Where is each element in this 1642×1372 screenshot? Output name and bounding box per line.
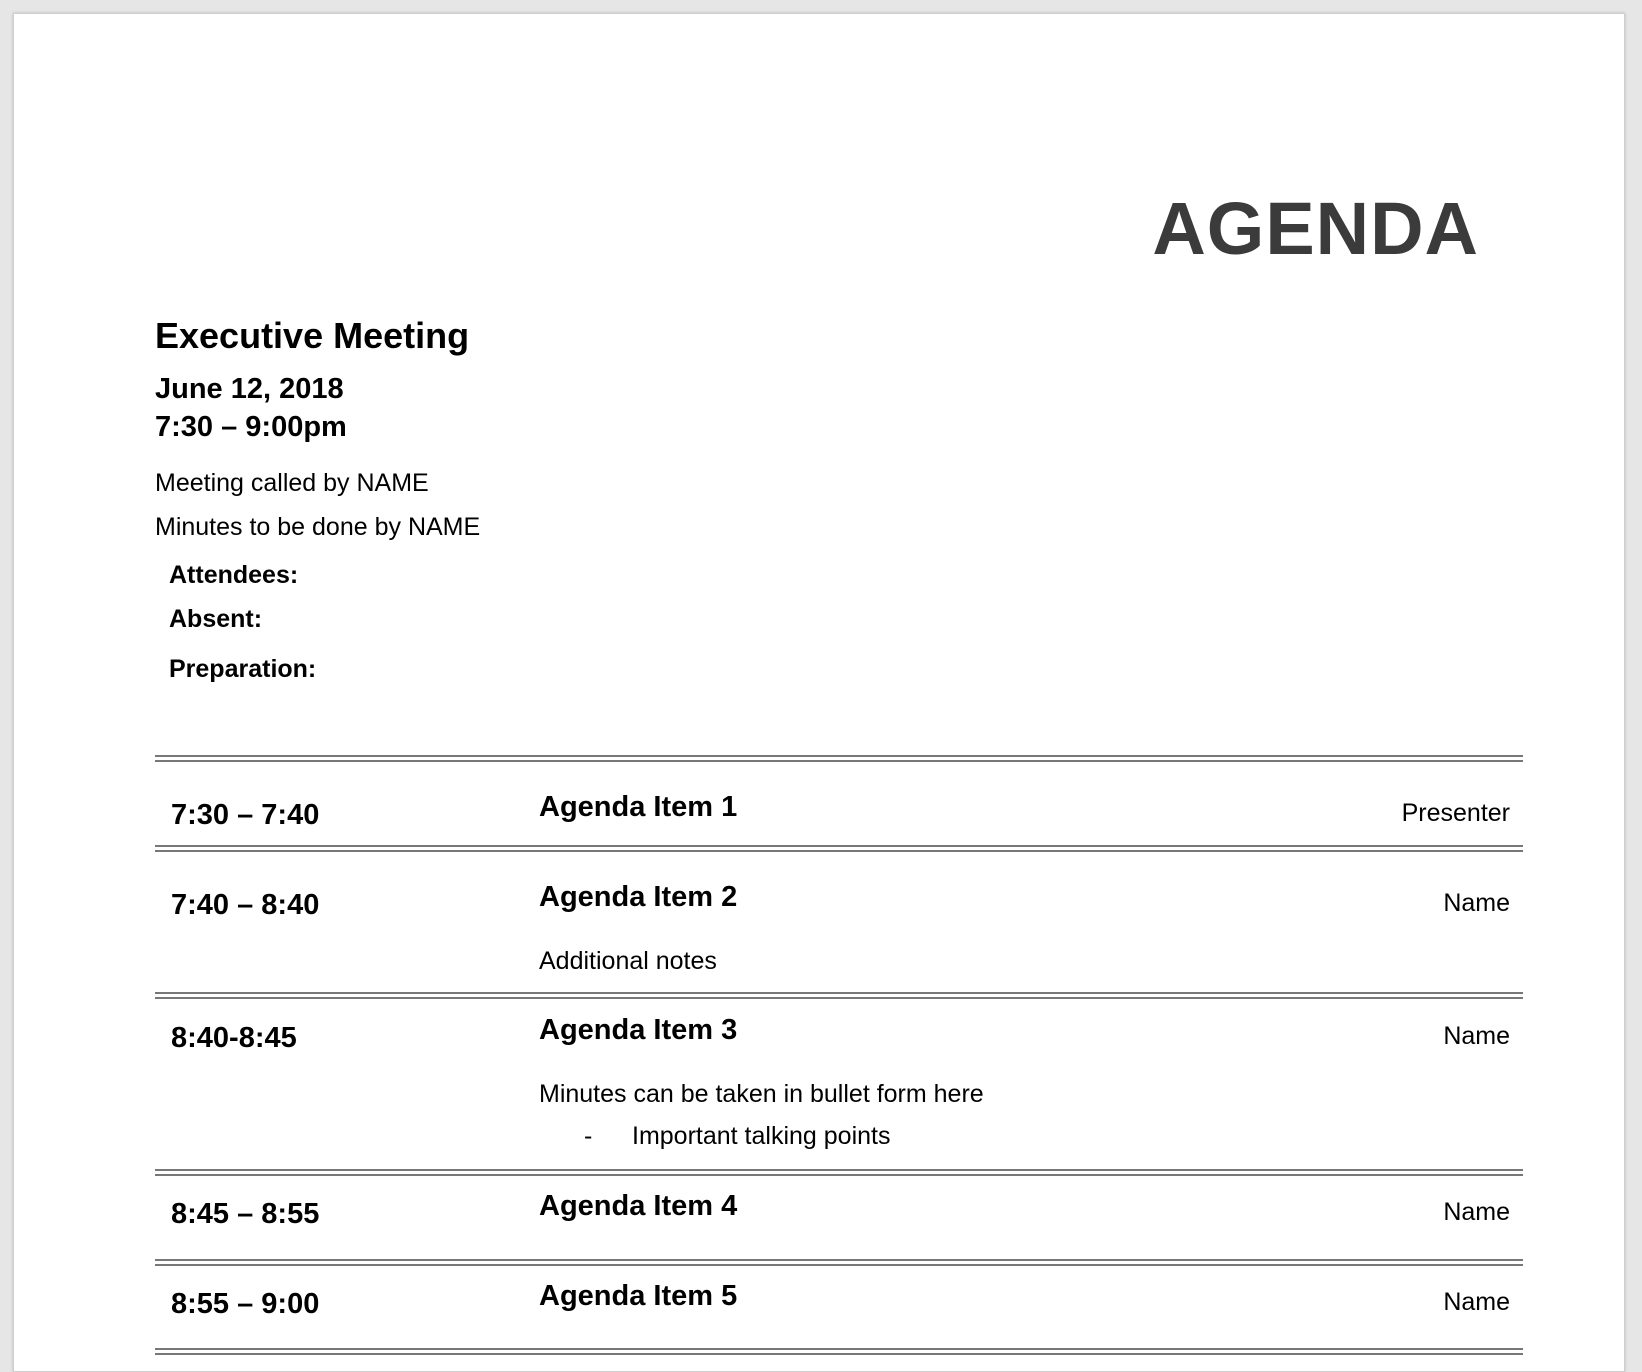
meeting-time: 7:30 – 9:00pm: [155, 411, 347, 443]
meeting-date: June 12, 2018: [155, 373, 344, 405]
bullet-marker: -: [584, 1122, 593, 1150]
meeting-title: Executive Meeting: [155, 315, 470, 356]
agenda-item-presenter: Presenter: [1401, 799, 1510, 827]
agenda-item-time: 7:40 – 8:40: [171, 889, 320, 921]
agenda-item-presenter: Name: [1443, 1198, 1510, 1226]
agenda-item-title: Agenda Item 5: [539, 1280, 738, 1312]
agenda-item-time: 8:55 – 9:00: [171, 1288, 320, 1320]
agenda-item-presenter: Name: [1443, 1022, 1510, 1050]
meeting-called-by: Meeting called by NAME: [155, 469, 429, 497]
document-title: AGENDA: [1152, 187, 1479, 270]
agenda-item-time: 7:30 – 7:40: [171, 799, 320, 831]
preparation-label: Preparation:: [169, 655, 317, 683]
agenda-item-title: Agenda Item 1: [539, 791, 738, 823]
agenda-item-note: Minutes can be taken in bullet form here: [539, 1080, 984, 1108]
agenda-item-time: 8:40-8:45: [171, 1022, 297, 1054]
table-divider: [155, 1169, 1523, 1176]
agenda-item-title: Agenda Item 3: [539, 1014, 738, 1046]
agenda-item-title: Agenda Item 2: [539, 881, 738, 913]
attendees-label: Attendees:: [169, 561, 299, 589]
table-divider: [155, 1259, 1523, 1266]
table-divider: [155, 992, 1523, 999]
document-page: [13, 13, 1625, 1372]
agenda-item-title: Agenda Item 4: [539, 1190, 738, 1222]
table-divider: [155, 845, 1523, 852]
agenda-item-presenter: Name: [1443, 889, 1510, 917]
bullet-point: Important talking points: [632, 1122, 891, 1150]
agenda-item-presenter: Name: [1443, 1288, 1510, 1316]
agenda-item-note: Additional notes: [539, 947, 717, 975]
minutes-taker: Minutes to be done by NAME: [155, 513, 481, 541]
absent-label: Absent:: [169, 605, 263, 633]
agenda-item-time: 8:45 – 8:55: [171, 1198, 320, 1230]
table-divider: [155, 1348, 1523, 1355]
table-divider: [155, 755, 1523, 762]
